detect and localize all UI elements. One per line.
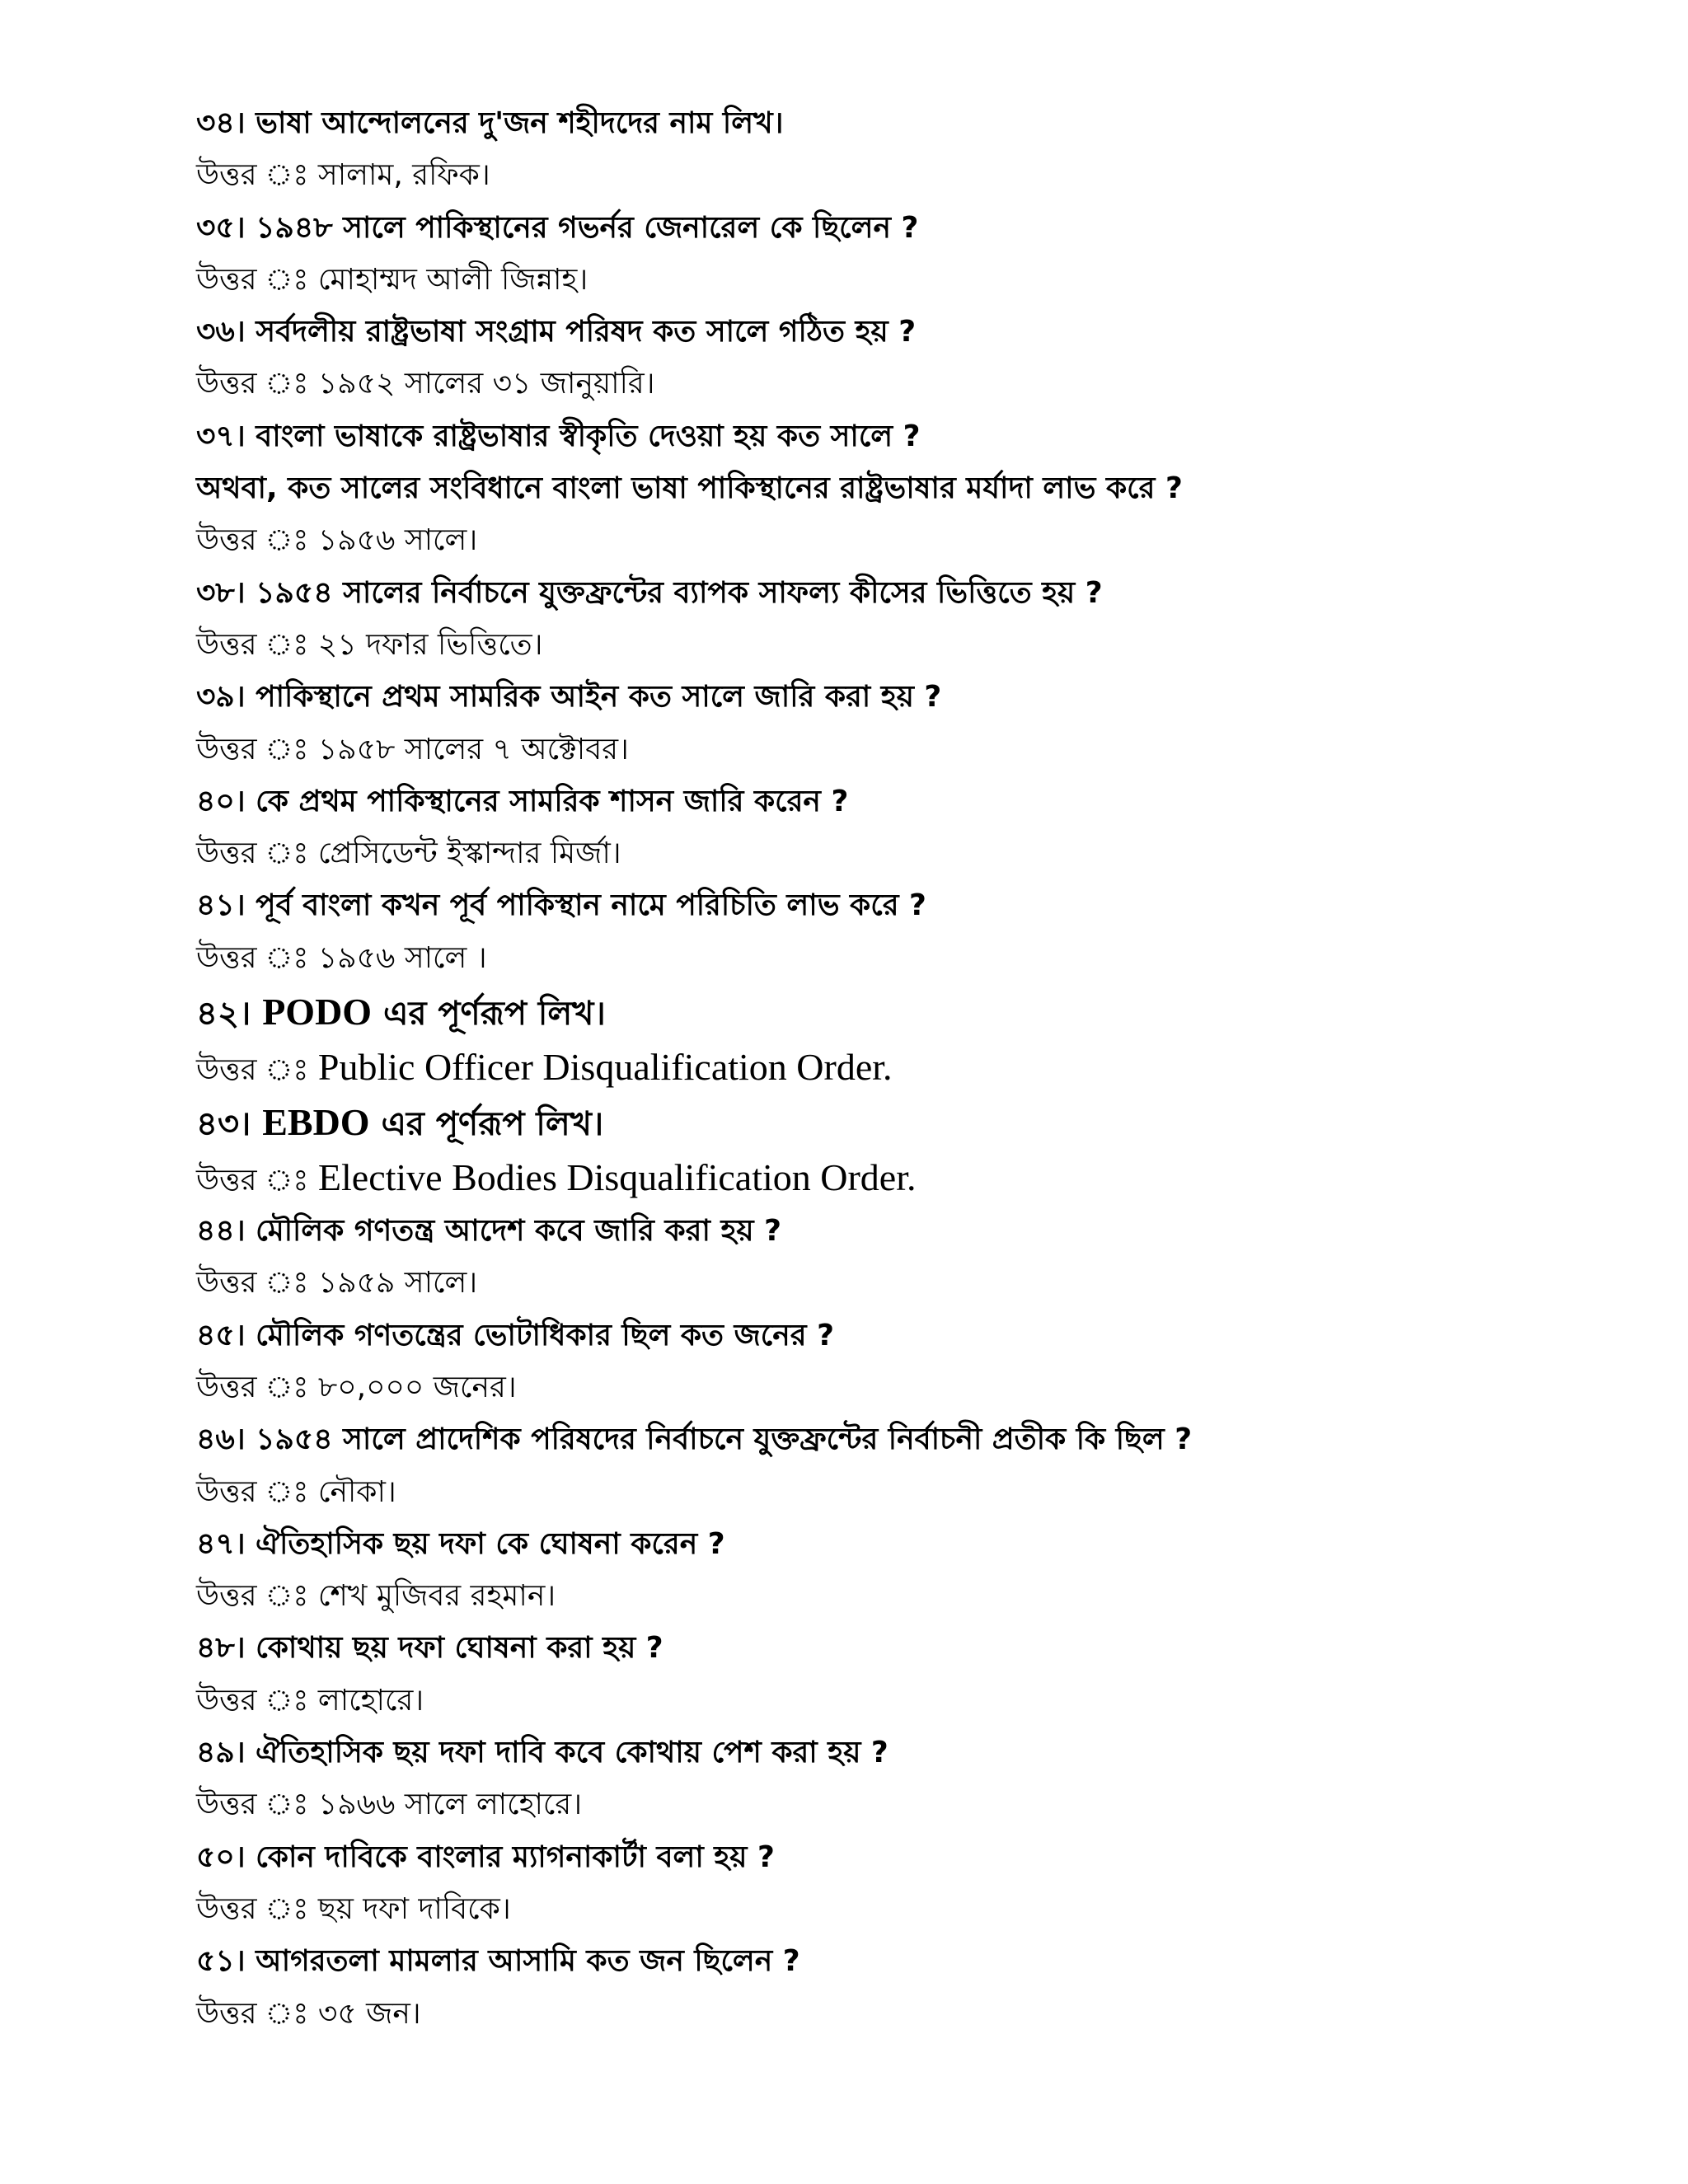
answer-34: উত্তর ঃ সালাম, রফিক।: [196, 158, 490, 193]
answer-42-prefix: উত্তর ঃ: [196, 1053, 318, 1088]
question-37-alt: অথবা, কত সালের সংবিধানে বাংলা ভাষা পাকিস্থানের রাষ্ট্রভাষার মর্যাদা লাভ করে ?: [196, 471, 1183, 506]
question-43-number: ৪৩।: [196, 1105, 263, 1144]
answer-43-prefix: উত্তর ঃ: [196, 1164, 318, 1198]
answer-42-text: Public Officer Disqualification Order.: [317, 1046, 893, 1089]
question-50: ৫০। কোন দাবিকে বাংলার ম্যাগনাকার্টা বলা হয় ?: [196, 1840, 775, 1874]
answer-47: উত্তর ঃ শেখ মুজিবর রহমান।: [196, 1579, 556, 1614]
answer-37: উত্তর ঃ ১৯৫৬ সালে।: [196, 523, 478, 558]
question-36: ৩৬। সর্বদলীয় রাষ্ট্রভাষা সংগ্রাম পরিষদ কত সালে গঠিত হয় ?: [196, 315, 917, 349]
answer-43: [196, 1150, 1597, 1205]
question-42: [196, 984, 1597, 1039]
answer-44: উত্তর ঃ ১৯৫৯ সালে।: [196, 1266, 478, 1301]
question-44: ৪৪। মৌলিক গণতন্ত্র আদেশ কবে জারি করা হয় ?: [196, 1214, 781, 1249]
answer-48: উত্তর ঃ লাহোরে।: [196, 1683, 424, 1718]
answer-43-text: Elective Bodies Disqualification Order.: [317, 1156, 917, 1199]
answer-36: উত্তর ঃ ১৯৫২ সালের ৩১ জানুয়ারি।: [196, 367, 655, 401]
question-35: ৩৫। ১৯৪৮ সালে পাকিস্থানের গভর্নর জেনারেল কে ছিলেন ?: [196, 210, 919, 245]
answer-35: উত্তর ঃ মোহাম্মদ আলী জিন্নাহ।: [196, 262, 588, 297]
question-43-acronym: EBDO: [262, 1101, 370, 1144]
question-43-text: এর পূর্ণরূপ লিখ।: [369, 1105, 604, 1144]
answer-51: উত্তর ঃ ৩৫ জন।: [196, 1996, 421, 2031]
question-39: ৩৯। পাকিস্থানে প্রথম সামরিক আইন কত সালে জারি করা হয় ?: [196, 680, 942, 715]
answer-42: [196, 1039, 1597, 1094]
question-38: ৩৮। ১৯৫৪ সালের নির্বাচনে যুক্তফ্রন্টের ব্যাপক সাফল্য কীসের ভিত্তিতে হয় ?: [196, 575, 1103, 610]
question-42-text: এর পূর্ণরূপ লিখ।: [372, 995, 606, 1033]
question-42-acronym: PODO: [262, 991, 373, 1033]
question-43: [196, 1094, 1597, 1150]
question-37: ৩৭। বাংলা ভাষাকে রাষ্ট্রভাষার স্বীকৃতি দেওয়া হয় কত সালে ?: [196, 419, 921, 453]
answer-50: উত্তর ঃ ছয় দফা দাবিকে।: [196, 1891, 511, 1926]
question-49: ৪৯। ঐতিহাসিক ছয় দফা দাবি কবে কোথায় পেশ করা হয় ?: [196, 1736, 889, 1770]
question-41: ৪১। পূর্ব বাংলা কখন পূর্ব পাকিস্থান নামে পরিচিতি লাভ করে ?: [196, 888, 926, 923]
question-48: ৪৮। কোথায় ছয় দফা ঘোষনা করা হয় ?: [196, 1631, 663, 1666]
question-40: ৪০। কে প্রথম পাকিস্থানের সামরিক শাসন জারি করেন ?: [196, 784, 849, 818]
question-47: ৪৭। ঐতিহাসিক ছয় দফা কে ঘোষনা করেন ?: [196, 1526, 725, 1561]
answer-41: উত্তর ঃ ১৯৫৬ সালে ।: [196, 940, 487, 975]
answer-46: উত্তর ঃ নৌকা।: [196, 1474, 396, 1509]
answer-38: উত্তর ঃ ২১ দফার ভিত্তিতে।: [196, 627, 543, 662]
question-51: ৫১। আগরতলা মামলার আসামি কত জন ছিলেন ?: [196, 1944, 800, 1979]
question-34: ৩৪। ভাষা আন্দোলনের দু'জন শহীদদের নাম লিখ।: [196, 106, 784, 140]
question-45: ৪৫। মৌলিক গণতন্ত্রের ভোটাধিকার ছিল কত জনের ?: [196, 1318, 834, 1352]
answer-40: উত্তর ঃ প্রেসিডেন্ট ইস্কান্দার মির্জা।: [196, 837, 621, 871]
question-42-number: ৪২।: [196, 995, 263, 1033]
question-46: ৪৬। ১৯৫৪ সালে প্রাদেশিক পরিষদের নির্বাচনে যুক্তফ্রন্টের নির্বাচনী প্রতীক কি ছিল ?: [196, 1422, 1193, 1457]
answer-39: উত্তর ঃ ১৯৫৮ সালের ৭ অক্টোবর।: [196, 732, 629, 766]
answer-49: উত্তর ঃ ১৯৬৬ সালে লাহোরে।: [196, 1788, 583, 1822]
qa-list: [196, 97, 1597, 2040]
answer-45: উত্তর ঃ ৮০,০০০ জনের।: [196, 1370, 517, 1404]
